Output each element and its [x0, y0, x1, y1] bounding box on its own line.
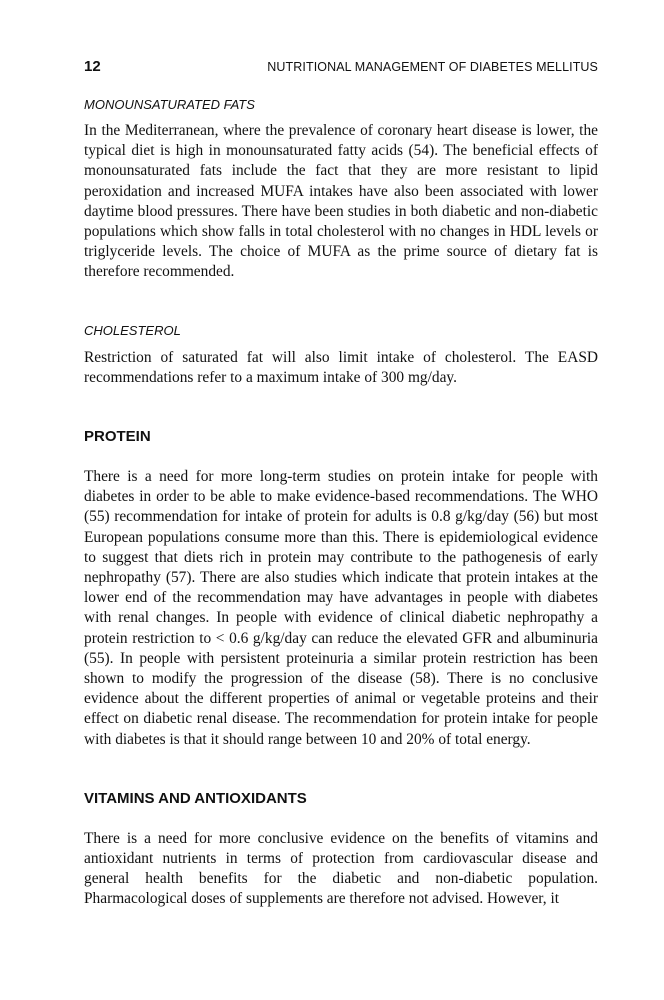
- paragraph-protein: There is a need for more long-term studies on protein intake for people with diabetes in order to be able to make evidence-based recommendations. The WHO (55) recommendation for intake of protein for adults is 0.8 g/kg/day (56) but most European populations consume more than this. There is epidemiological evidence to suggest that diets rich in protein may contribute to the pathogenesis of early nephropathy (57). There are also studies which indicate that protein intakes at the lower end of the recommendation may have advantages in people with diabetes with renal changes. In people with evidence of clinical diabetic nephropathy a protein restriction to < 0.6 g/kg/day can reduce the elevated GFR and albuminuria (55). In people with persistent proteinuria a similar protein restriction has been shown to modify the progression of the disease (58). There is no conclusive evidence about the different properties of animal or vegetable proteins and their effect on diabetic renal disease. The recommendation for protein intake for people with diabetes is that it should range between 10 and 20% of total energy.: [84, 468, 598, 748]
- paragraph-cholesterol: Restriction of saturated fat will also limit intake of cholesterol. The EASD recommendations refer to a maximum intake of 300 mg/day.: [84, 348, 598, 386]
- running-header: [84, 58, 598, 80]
- paragraph-monounsaturated-fats: In the Mediterranean, where the prevalence of coronary heart disease is lower, the typical diet is high in monounsaturated fatty acids (54). The beneficial effects of monounsaturated fats include the fact that they are more resistant to lipid peroxidation and increased MUFA intakes have also been associated with lower daytime blood pressures. There have been studies in both diabetic and non-diabetic populations which show falls in total cholesterol with no changes in HDL levels or triglyceride levels. The choice of MUFA as the prime source of dietary fat is therefore recommended.: [84, 122, 598, 281]
- page-number: 12: [84, 58, 101, 75]
- section-heading-vitamins-antioxidants: VITAMINS AND ANTIOXIDANTS: [84, 789, 307, 807]
- subheading-monounsaturated-fats: MONOUNSATURATED FATS: [84, 97, 255, 112]
- running-title: NUTRITIONAL MANAGEMENT OF DIABETES MELLITUS: [267, 60, 598, 74]
- paragraph-vitamins-antioxidants: There is a need for more conclusive evidence on the benefits of vitamins and antioxidant nutrients in terms of protection from cardiovascular disease and general health benefits for the diabetic and non-diabetic population. Pharmacological doses of supplements are therefore not advised. However, it: [84, 829, 598, 908]
- subheading-cholesterol: CHOLESTEROL: [84, 322, 181, 338]
- section-heading-protein: PROTEIN: [84, 428, 151, 446]
- book-page: [84, 58, 598, 910]
